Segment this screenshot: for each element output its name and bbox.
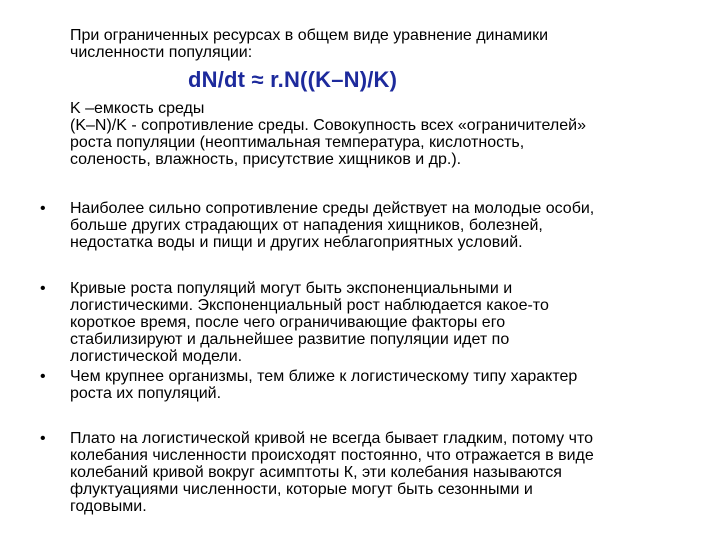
definition-line: (K–N)/K - сопротивление среды. Совокупность всех «ограничителей» — [70, 117, 586, 134]
definition-line: соленость, влажность, присутствие хищников и др.). — [70, 151, 462, 168]
bullet-paragraph — [70, 280, 680, 365]
bullet-line: флуктуациями численности, которые могут быть сезонными и — [70, 481, 533, 498]
definitions-paragraph — [70, 100, 680, 168]
bullet-marker: • — [40, 368, 46, 385]
bullet-line: колебания численности происходят постоянно, что отражается в виде — [70, 447, 594, 464]
bullet-marker: • — [40, 430, 46, 447]
bullet-marker: • — [40, 200, 46, 217]
bullet-line: короткое время, после чего ограничивающие факторы его — [70, 314, 506, 331]
bullet-line: больше других страдающих от нападения хищников, болезней, — [70, 217, 543, 234]
bullet-paragraph — [70, 200, 680, 251]
bullet-line: Плато на логистической кривой не всегда бывает гладким, потому что — [70, 430, 594, 447]
bullet-line: Кривые роста популяций могут быть экспоненциальными и — [70, 280, 513, 297]
bullet-paragraph — [70, 430, 680, 515]
bullet-line: колебаний кривой вокруг асимптоты К, эти колебания называются — [70, 464, 562, 481]
bullet-line: роста их популяций. — [70, 385, 222, 402]
bullet-line: логистическими. Экспоненциальный рост наблюдается какое-то — [70, 297, 549, 314]
intro-paragraph — [70, 27, 680, 61]
bullet-marker: • — [40, 280, 46, 297]
bullet-paragraph — [70, 368, 680, 402]
intro-line: численности популяции: — [70, 44, 253, 61]
intro-line: При ограниченных ресурсах в общем виде уравнение динамики — [70, 27, 549, 44]
bullet-line: Наиболее сильно сопротивление среды действует на молодые особи, — [70, 200, 595, 217]
definition-line: роста популяции (неоптимальная температура, кислотность, — [70, 134, 525, 151]
logistic-equation: dN/dt ≈ r.N((K–N)/K) — [188, 67, 398, 92]
bullet-line: стабилизируют и дальнейшее развитие популяции идет по — [70, 331, 510, 348]
bullet-line: годовыми. — [70, 498, 147, 515]
bullet-line: Чем крупнее организмы, тем ближе к логистическому типу характер — [70, 368, 578, 385]
bullet-line: недостатка воды и пищи и других неблагоприятных условий. — [70, 234, 523, 251]
bullet-line: логистической модели. — [70, 348, 243, 365]
definition-line: K –емкость среды — [70, 100, 205, 117]
